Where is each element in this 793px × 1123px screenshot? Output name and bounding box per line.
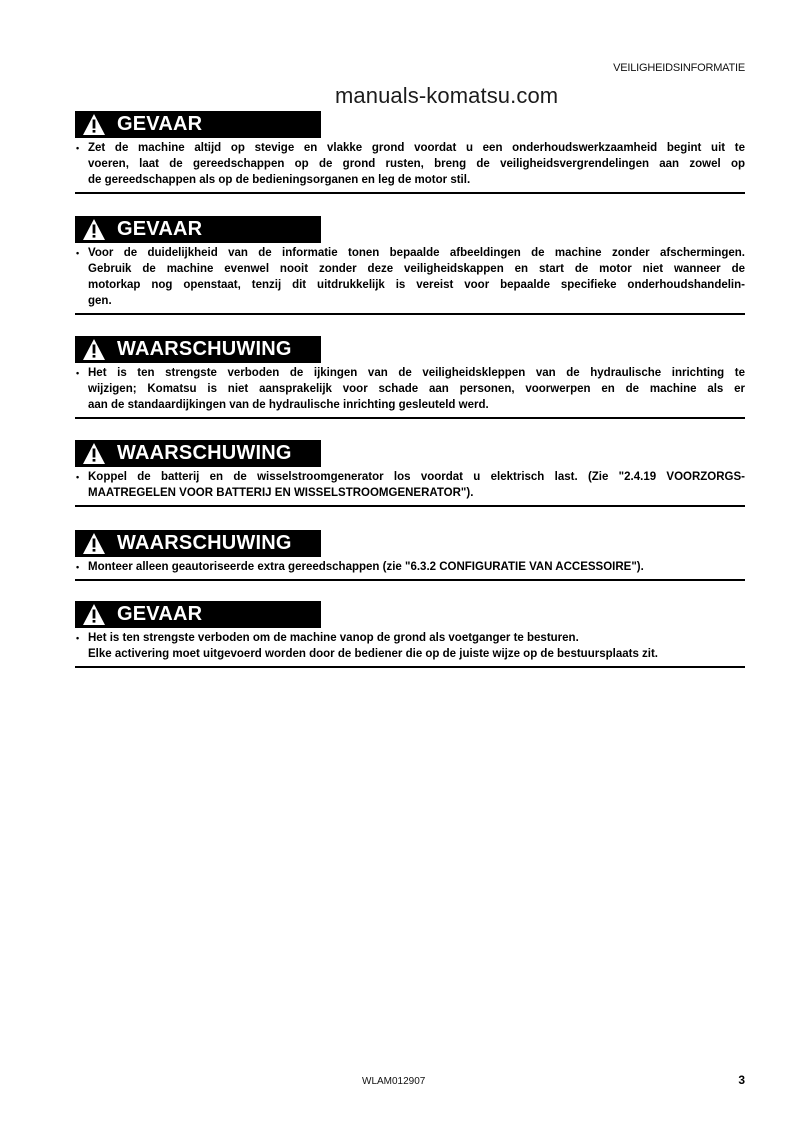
notice-label: GEVAAR [117,603,203,625]
text-line: MAATREGELEN VOOR BATTERIJ EN WISSELSTROOMGENERATOR"). [88,487,474,499]
notice-label-box [75,530,321,557]
text-line: Elke activering moet uitgevoerd worden door de bediener die op de juiste wijze op de bestuursplaats zit. [88,648,659,660]
text-line: Het is ten strengste verboden de ijkingen van de veiligheidskleppen van de hydraulische inrichting te [88,367,745,379]
bullet: • [76,248,80,258]
notice-text [75,245,745,309]
notice-label: GEVAAR [117,113,203,135]
page-number: 3 [738,1073,745,1087]
notice-text [75,630,745,662]
notice-label: WAARSCHUWING [117,442,292,464]
bullet: • [76,633,80,643]
bullet: • [76,368,80,378]
text-line: voeren, laat de gereedschappen op de grond rusten, breng de veiligheidsvergrendelingen aan zowel op [88,158,745,170]
section-divider [75,505,745,507]
text-line: Monteer alleen geautoriseerde extra gereedschappen (zie "6.3.2 CONFIGURATIE VAN ACCESSOIRE"). [88,561,644,573]
notice-warning-1 [75,336,745,419]
text-line: Gebruik de machine evenwel nooit zonder deze veiligheidskappen en start de motor niet wanneer de [88,263,745,275]
watermark: manuals-komatsu.com [335,83,559,108]
text-line: Zet de machine altijd op stevige en vlakke grond voordat u een onderhoudswerkzaamheid begint uit te [88,142,745,154]
warning-triangle-icon [83,219,105,240]
bullet: • [76,472,80,482]
document-code: WLAM012907 [362,1076,426,1087]
text-line: motorkap nog openstaat, tenzij dit uitdrukkelijk is vereist voor bepaalde specifieke onderhoudshandelin- [88,279,745,291]
notice-label-box [75,601,321,628]
bullet: • [76,143,80,153]
warning-triangle-icon [83,114,105,135]
notice-danger-2 [75,216,745,315]
notice-label-box [75,111,321,138]
notice-danger-3 [75,601,745,668]
notice-label: GEVAAR [117,218,203,240]
section-divider [75,579,745,581]
text-line: aan de standaardijkingen van de hydraulische inrichting gesleuteld werd. [88,399,489,411]
running-header: VEILIGHEIDSINFORMATIE [613,62,745,74]
section-divider [75,417,745,419]
section-divider [75,313,745,315]
text-line: de gereedschappen als op de bedieningsorganen en leg de motor stil. [88,174,471,186]
notice-warning-3 [75,530,745,581]
text-line: Voor de duidelijkheid van de informatie tonen bepaalde afbeeldingen de machine zonder afschermingen. [88,247,745,259]
text-line: Het is ten strengste verboden om de machine vanop de grond als voetganger te besturen. [88,632,579,644]
warning-triangle-icon [83,604,105,625]
bullet: • [76,562,80,572]
notice-label-box [75,216,321,243]
notice-text [75,469,745,501]
notice-label: WAARSCHUWING [117,338,292,360]
notice-warning-2 [75,440,745,507]
section-divider [75,192,745,194]
notice-label: WAARSCHUWING [117,532,292,554]
warning-triangle-icon [83,533,105,554]
text-line: wijzigen; Komatsu is niet aansprakelijk voor schade aan personen, voorwerpen en de machine als er [88,383,745,395]
notice-label-box [75,336,321,363]
notice-danger-1 [75,111,745,194]
notice-text [75,365,745,413]
warning-triangle-icon [83,443,105,464]
section-divider [75,666,745,668]
warning-triangle-icon [83,339,105,360]
text-line: gen. [88,295,112,307]
notice-label-box [75,440,321,467]
notice-text [75,140,745,188]
notice-text [75,559,745,575]
text-line: Koppel de batterij en de wisselstroomgenerator los voordat u elektrisch last. (Zie "2.4.19 VOORZORGS- [88,471,745,483]
